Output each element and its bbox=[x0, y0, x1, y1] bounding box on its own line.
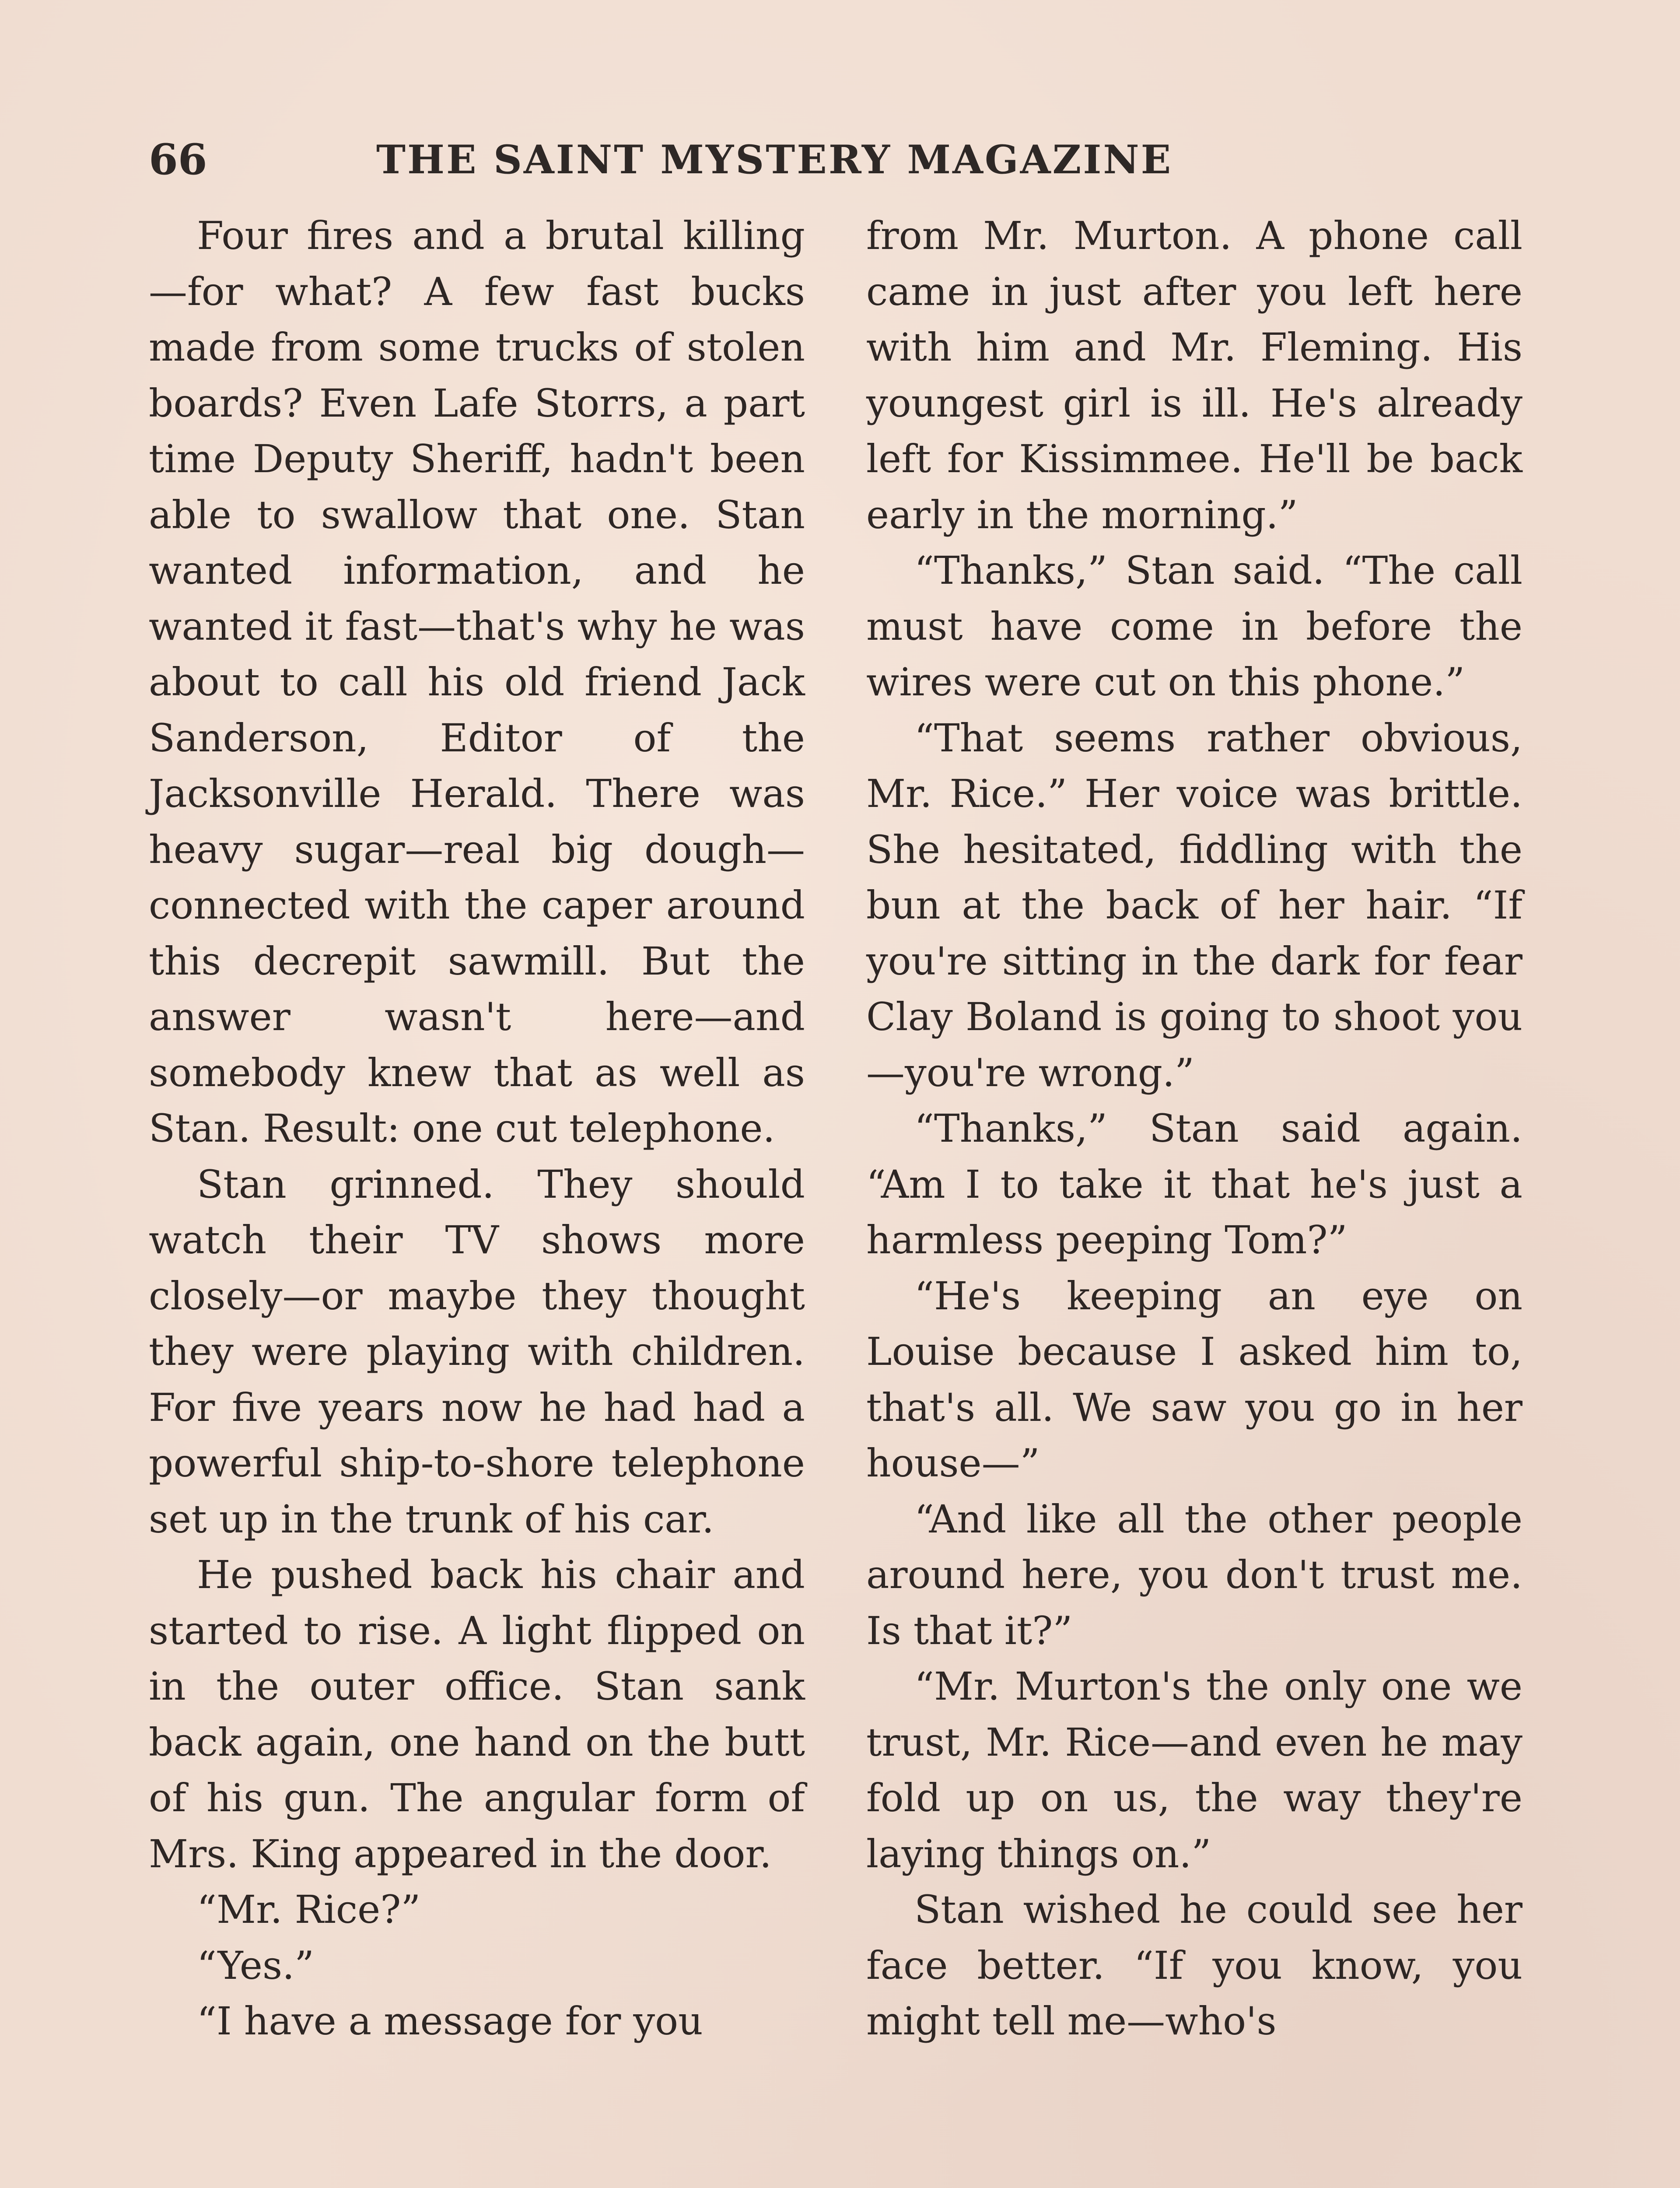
paragraph: “Thanks,” Stan said again. “Am I to take it that he's just a harmless peeping Tom?” bbox=[866, 1106, 1522, 1262]
paragraph: “Yes.” bbox=[197, 1943, 315, 1988]
magazine-title: THE SAINT MYSTERY MAGAZINE bbox=[376, 137, 1173, 183]
paragraph: He pushed back his chair and started to rise. A light flipped on in the outer office. Stan sank back again, one hand on the butt of his gun. The angular form of Mrs. King appeared in the door. bbox=[149, 1552, 805, 1876]
paragraph: Stan wished he could see her face better. “If you know, you might tell me—who's bbox=[866, 1887, 1522, 2044]
paragraph: “That seems rather obvious, Mr. Rice.” Her voice was brittle. She hesitated, fiddling with the bun at the back of her hair. “If you're sitting in the dark for fear Clay Boland is going to shoot you—you're wrong.” bbox=[866, 715, 1522, 1095]
paragraph: “I have a message for you bbox=[197, 1999, 703, 2044]
paragraph: Stan grinned. They should watch their TV shows more closely—or maybe they thought they were playing with children. For five years now he had had a powerful ship-to-shore telephone set up in the trunk of his car. bbox=[149, 1161, 805, 1542]
left-column bbox=[149, 208, 805, 2049]
paragraph-continued: from Mr. Murton. A phone call came in just after you left here with him and Mr. Fleming. His youngest girl is ill. He's already left for Kissimmee. He'll be back early in the morning.” bbox=[866, 213, 1522, 537]
paragraph: “And like all the other people around here, you don't trust me. Is that it?” bbox=[866, 1496, 1522, 1653]
paragraph: Four fires and a brutal killing—for what? A few fast bucks made from some trucks of stolen boards? Even Lafe Storrs, a part time Deputy Sheriff, hadn't been able to swallow that one. Stan wanted information, and he wanted it fast—that's why he was about to call his old friend Jack Sanderson, Editor of the Jacksonville Herald. There was heavy sugar—real big dough—connected with the caper around this decrepit sawmill. But the answer wasn't here—and somebody knew that as well as Stan. Result: one cut telephone. bbox=[149, 213, 805, 1151]
paragraph: “Mr. Murton's the only one we trust, Mr. Rice—and even he may fold up on us, the way they're laying things on.” bbox=[866, 1664, 1522, 1876]
paragraph: “He's keeping an eye on Louise because I asked him to, that's all. We saw you go in her house—” bbox=[866, 1273, 1522, 1486]
page-number: 66 bbox=[149, 135, 207, 184]
running-head bbox=[149, 131, 1531, 188]
paragraph: “Mr. Rice?” bbox=[197, 1887, 421, 1932]
right-column bbox=[866, 208, 1522, 2049]
paragraph: “Thanks,” Stan said. “The call must have come in before the wires were cut on this phone.” bbox=[866, 548, 1522, 705]
